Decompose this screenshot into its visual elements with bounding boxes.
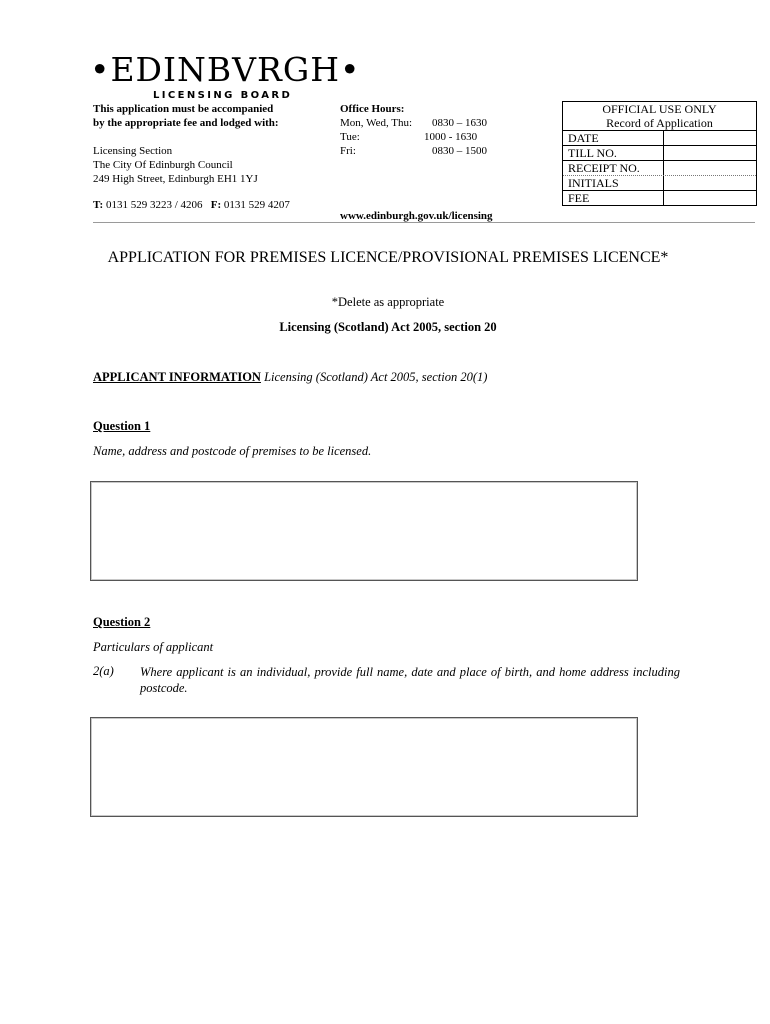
fax-number: 0131 529 4207 (223, 199, 290, 211)
lodge-info (93, 102, 290, 212)
official-use-subtitle: Record of Application (606, 116, 713, 130)
act-reference: Licensing (Scotland) Act 2005, section 20 (279, 320, 497, 334)
question-1-label: Question 1 (93, 419, 151, 433)
header-divider (93, 222, 755, 223)
field-value (664, 146, 756, 160)
contact-line (93, 198, 290, 212)
form-title: APPLICATION FOR PREMISES LICENCE/PROVISIONAL PREMISES LICENCE* (107, 249, 669, 266)
question-2-text: Particulars of applicant (93, 640, 214, 654)
hours-time: 0830 – 1630 (432, 117, 487, 129)
edinburgh-logo: •EDINBVRGH• (90, 50, 361, 89)
question-1-answer-box[interactable] (90, 481, 638, 581)
field-value (664, 161, 756, 175)
hours-time: 0830 – 1500 (432, 145, 487, 157)
lodge-heading-line1: This application must be accompanied (93, 103, 274, 115)
website-link[interactable]: www.edinburgh.gov.uk/licensing (340, 210, 493, 222)
question-2-label: Question 2 (93, 615, 151, 629)
question-1-text: Name, address and postcode of premises to be licensed. (93, 444, 372, 458)
field-value (664, 191, 756, 205)
question-2a-answer-box[interactable] (90, 717, 638, 817)
office-hours (340, 102, 487, 158)
official-use-title: OFFICIAL USE ONLY (602, 102, 717, 116)
official-row-date (563, 130, 756, 145)
fax-label: F: (210, 199, 222, 211)
field-label: INITIALS (563, 176, 664, 190)
official-row-till (563, 145, 756, 160)
hours-row (340, 144, 487, 158)
phone-number: 0131 529 3223 / 4206 (105, 199, 203, 211)
address-line: Licensing Section (93, 145, 173, 157)
section-reference: Licensing (Scotland) Act 2005, section 20(1) (264, 370, 488, 384)
section-title: APPLICANT INFORMATION (93, 370, 261, 384)
hours-days: Fri: (340, 145, 356, 157)
official-row-initials (563, 175, 756, 190)
licensing-board-subtitle: LICENSING BOARD (153, 90, 293, 101)
hours-days: Mon, Wed, Thu: (340, 117, 413, 129)
delete-note: *Delete as appropriate (331, 295, 445, 309)
official-use-table (562, 101, 757, 206)
hours-row (340, 130, 487, 144)
address-line: The City Of Edinburgh Council (93, 159, 233, 171)
question-2a-number: 2(a) (93, 664, 114, 678)
field-label: RECEIPT NO. (563, 161, 664, 175)
question-2a-text: Where applicant is an individual, provide full name, date and place of birth, and home address including postcode. (140, 665, 680, 695)
applicant-information-heading (93, 370, 487, 385)
hours-time: 1000 - 1630 (424, 131, 478, 143)
office-hours-heading: Office Hours: (340, 103, 405, 115)
field-label: FEE (563, 191, 664, 205)
phone-label: T: (93, 199, 104, 211)
official-row-fee (563, 190, 756, 205)
field-label: TILL NO. (563, 146, 664, 160)
official-row-receipt (563, 160, 756, 175)
field-label: DATE (563, 131, 664, 145)
field-value (664, 176, 756, 190)
hours-days: Tue: (340, 131, 360, 143)
address-line: 249 High Street, Edinburgh EH1 1YJ (93, 173, 258, 185)
hours-row (340, 116, 487, 130)
lodge-heading-line2: by the appropriate fee and lodged with: (93, 117, 279, 129)
field-value (664, 131, 756, 145)
